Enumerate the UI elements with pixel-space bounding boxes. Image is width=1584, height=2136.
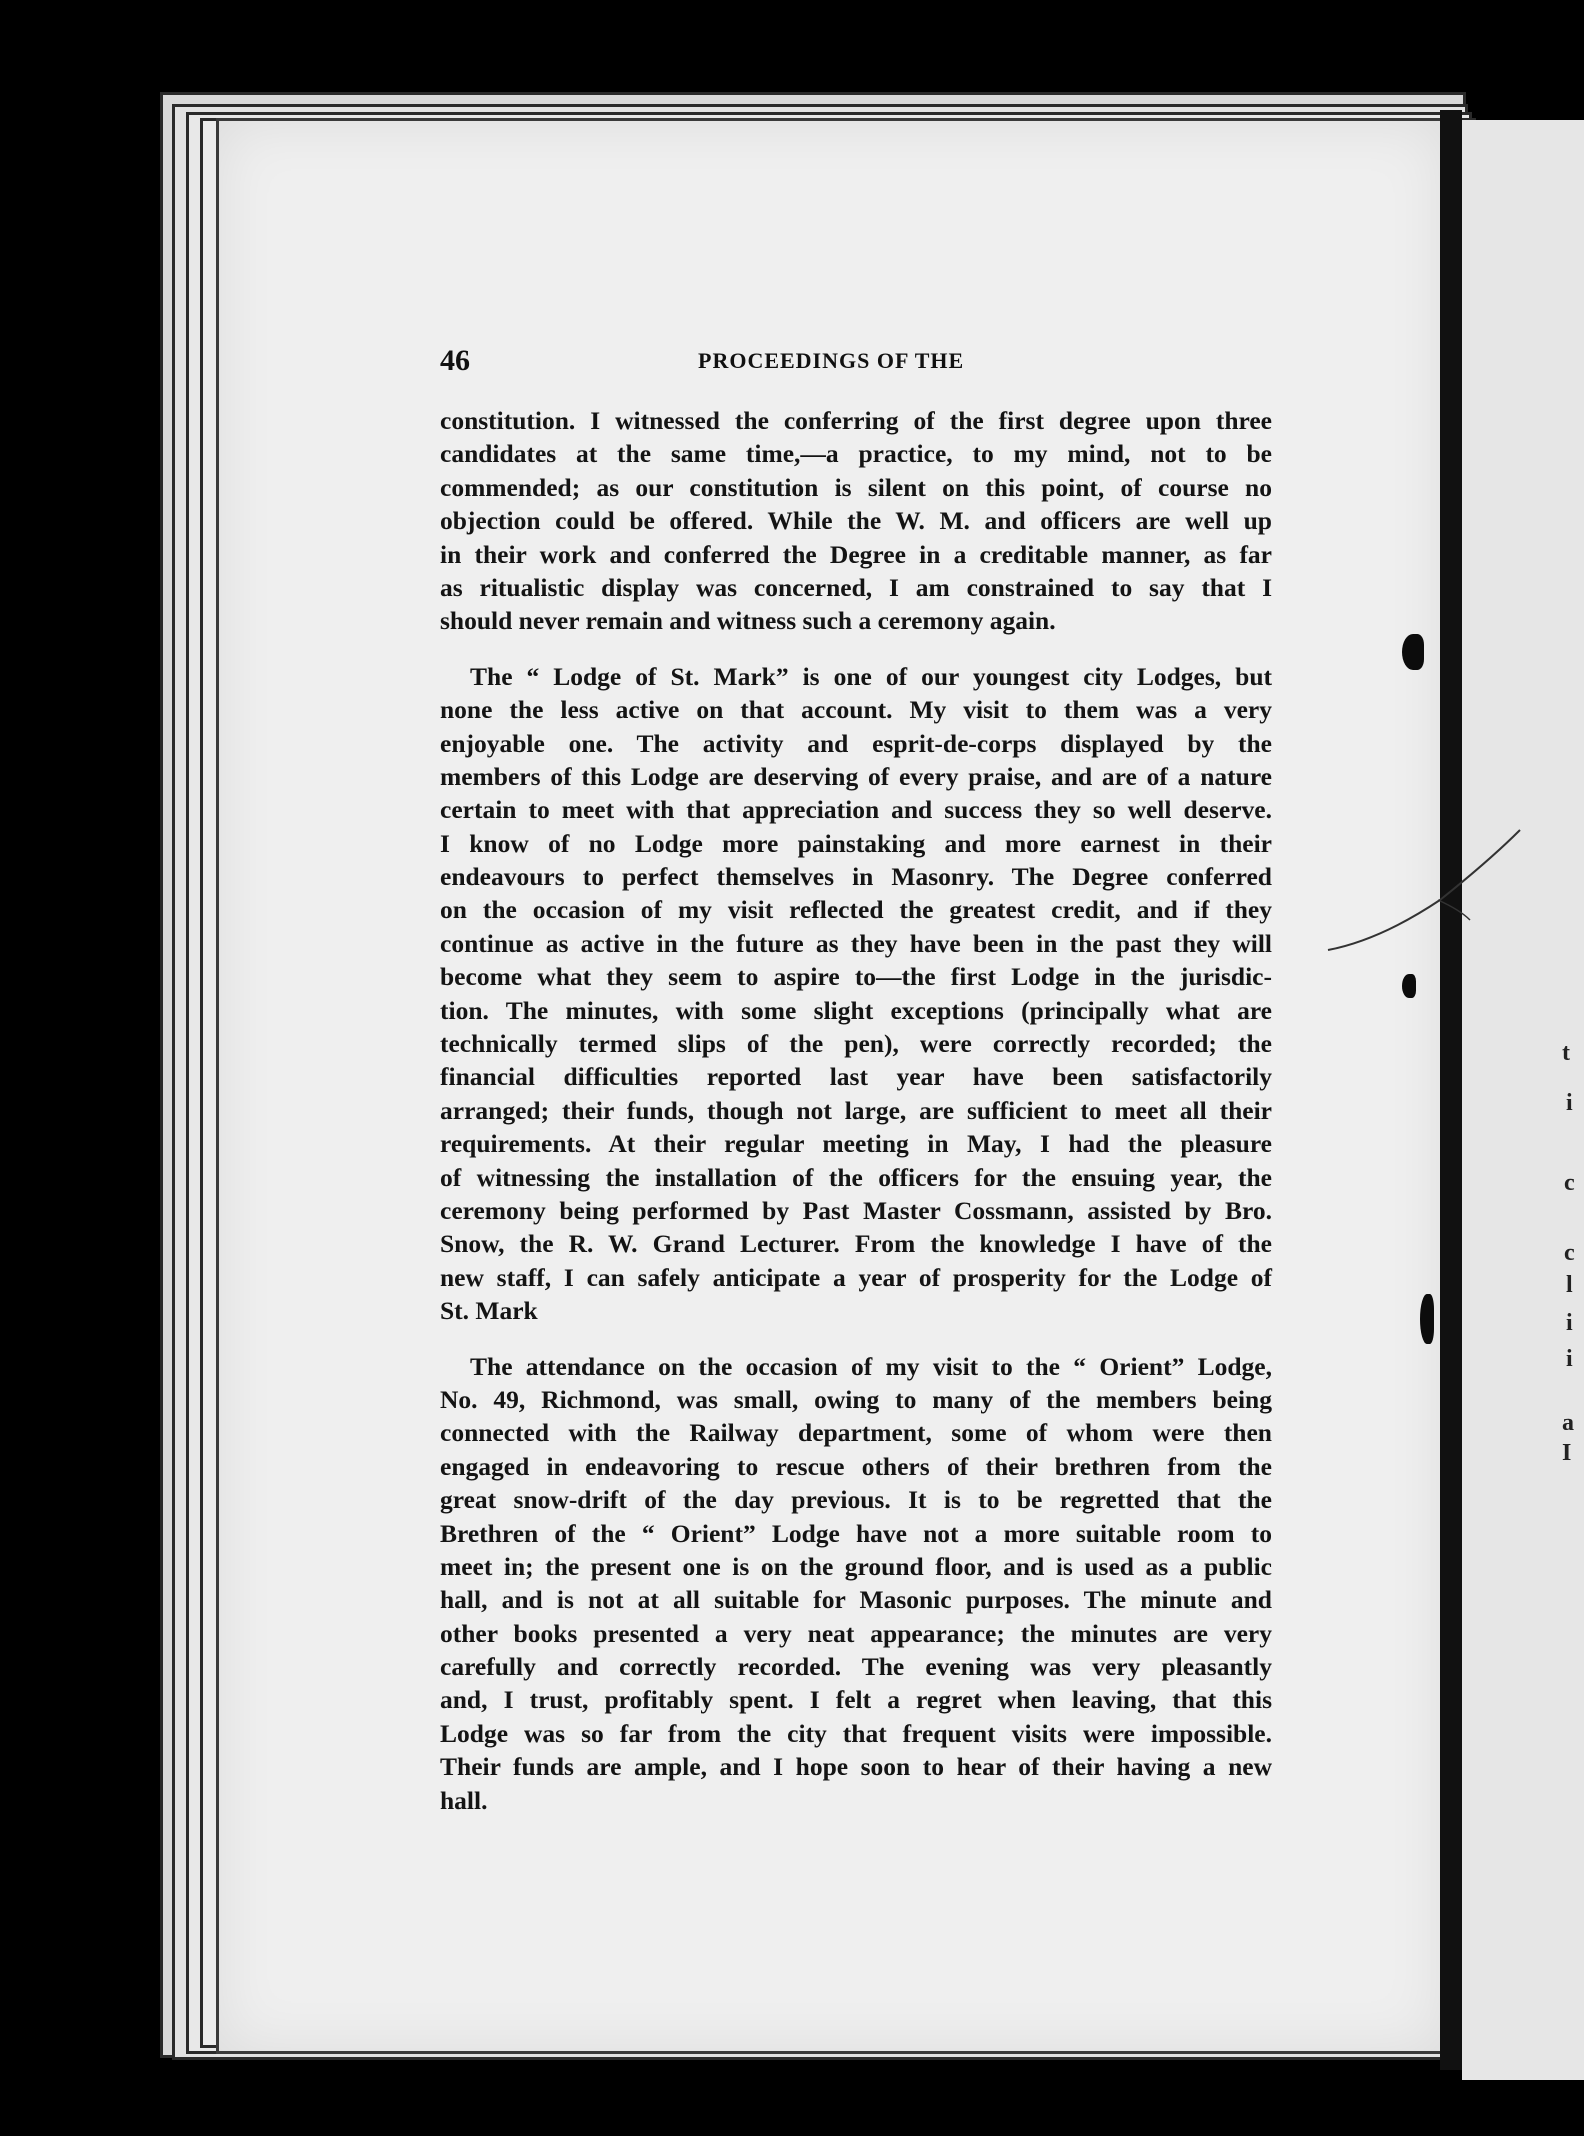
running-title: PROCEEDINGS OF THE: [698, 348, 965, 373]
text-line: tion. The minutes, with some slight exceptions (principally what are: [440, 995, 1272, 1025]
text-line: hall.: [440, 1785, 488, 1815]
text-line: Lodge was so far from the city that frequent visits were impossible.: [440, 1718, 1272, 1748]
facing-page-letter: I: [1562, 1440, 1572, 1466]
facing-page-letter: c: [1564, 1240, 1575, 1266]
book-binding: [1440, 110, 1462, 2070]
text-line: meet in; the present one is on the ground floor, and is used as a public: [440, 1551, 1272, 1581]
text-line: commended; as our constitution is silent on this point, of course no: [440, 472, 1272, 502]
facing-page: [1462, 120, 1584, 2080]
text-line: I know of no Lodge more painstaking and more earnest in their: [440, 828, 1272, 858]
text-line: Their funds are ample, and I hope soon to hear of their having a new: [440, 1752, 1272, 1782]
text-line: arranged; their funds, though not large, are sufficient to meet all their: [440, 1095, 1272, 1125]
text-line: objection could be offered. While the W. M. and officers are well up: [440, 506, 1272, 536]
facing-page-letter: l: [1566, 1272, 1573, 1298]
text-line: requirements. At their regular meeting in May, I had the pleasure: [440, 1129, 1272, 1159]
text-line: continue as active in the future as they have been in the past they will: [440, 928, 1272, 958]
text-line: become what they seem to aspire to—the first Lodge in the jurisdic-: [440, 962, 1272, 992]
paragraph: [440, 660, 1272, 1328]
text-line: as ritualistic display was concerned, I am constrained to say that I: [440, 572, 1272, 602]
text-line: engaged in endeavoring to rescue others of their brethren from the: [440, 1451, 1272, 1481]
text-line: connected with the Railway department, some of whom were then: [440, 1418, 1272, 1448]
text-line: endeavours to perfect themselves in Masonry. The Degree conferred: [440, 862, 1272, 892]
facing-page-letter: i: [1566, 1346, 1573, 1372]
text-line: Snow, the R. W. Grand Lecturer. From the knowledge I have of the: [440, 1229, 1272, 1259]
facing-page-letter: i: [1566, 1310, 1573, 1336]
text-line: technically termed slips of the pen), were correctly recorded; the: [440, 1029, 1272, 1059]
text-line: certain to meet with that appreciation and success they so well deserve.: [440, 795, 1272, 825]
page-header: [440, 344, 1280, 384]
text-line: constitution. I witnessed the conferring of the first degree upon three: [440, 406, 1272, 435]
text-line: should never remain and witness such a ceremony again.: [440, 606, 1056, 636]
paragraph: [440, 404, 1272, 638]
text-line: financial difficulties reported last year have been satisfactorily: [440, 1062, 1272, 1092]
facing-page-letter: i: [1566, 1090, 1573, 1116]
facing-page-letter: a: [1562, 1410, 1574, 1436]
pencil-mark: [1320, 800, 1560, 980]
text-line: in their work and conferred the Degree in a creditable manner, as far: [440, 539, 1272, 569]
text-line: ceremony being performed by Past Master Cossmann, assisted by Bro.: [440, 1195, 1272, 1225]
text-line: of witnessing the installation of the officers for the ensuing year, the: [440, 1162, 1272, 1192]
text-line: candidates at the same time,—a practice, to my mind, not to be: [440, 439, 1272, 469]
text-line: new staff, I can safely anticipate a year of prosperity for the Lodge of: [440, 1262, 1272, 1292]
text-line: none the less active on that account. My visit to them was a very: [440, 695, 1272, 725]
text-line: great snow-drift of the day previous. It is to be regretted that the: [440, 1485, 1272, 1515]
text-line: St. Mark: [440, 1296, 538, 1326]
binding-clip: [1420, 1294, 1434, 1344]
page-number: 46: [440, 344, 470, 377]
text-line: The “ Lodge of St. Mark” is one of our youngest city Lodges, but: [470, 661, 1272, 691]
facing-page-letter: t: [1562, 1040, 1570, 1066]
text-line: The attendance on the occasion of my visit to the “ Orient” Lodge,: [470, 1351, 1272, 1381]
text-line: No. 49, Richmond, was small, owing to many of the members being: [440, 1384, 1272, 1414]
text-line: members of this Lodge are deserving of every praise, and are of a nature: [440, 761, 1272, 791]
paragraph: [440, 1350, 1272, 1817]
facing-page-letter: c: [1564, 1170, 1575, 1196]
text-line: Brethren of the “ Orient” Lodge have not a more suitable room to: [440, 1518, 1272, 1548]
text-line: hall, and is not at all suitable for Masonic purposes. The minute and: [440, 1585, 1272, 1615]
text-line: carefully and correctly recorded. The evening was very pleasantly: [440, 1652, 1272, 1682]
binding-clip: [1402, 634, 1424, 670]
text-line: enjoyable one. The activity and esprit-de-corps displayed by the: [440, 728, 1272, 758]
text-line: and, I trust, profitably spent. I felt a regret when leaving, that this: [440, 1685, 1272, 1715]
text-line: on the occasion of my visit reflected the greatest credit, and if they: [440, 895, 1272, 925]
text-line: other books presented a very neat appearance; the minutes are very: [440, 1618, 1272, 1648]
body-text: [440, 404, 1272, 1839]
